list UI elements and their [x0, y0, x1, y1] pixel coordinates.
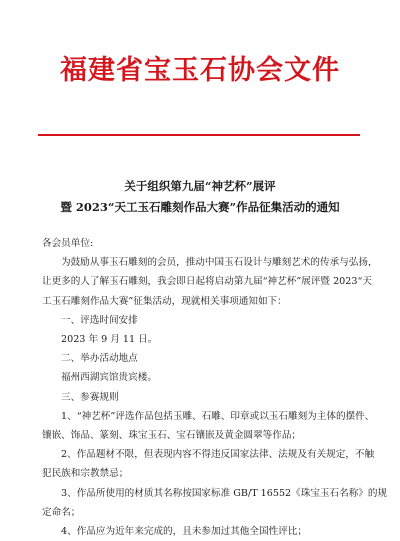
rule-line: 3、作品所使用的材质其名称按国家标准 GB/T 16552《珠宝玉石名称》的规	[61, 487, 388, 499]
body-line: 让更多的人了解玉石雕刻，我会即日起将启动第九届“神艺杯”展评暨 2023“天	[42, 276, 372, 288]
body-line: 2023 年 9 月 11 日。	[61, 334, 158, 346]
notice-body	[42, 234, 388, 541]
rule-line: 犯民族和宗教禁忌；	[42, 468, 129, 480]
rule-line: 镶嵌、饰品、篆刻、珠宝玉石、宝石镶嵌及黄金圆翠等作品；	[42, 430, 302, 442]
section-heading: 二、举办活动地点	[61, 353, 138, 365]
notice-title-line1: 关于组织第九届“神艺杯”展评	[124, 179, 276, 193]
rule-line: 4、作品应为近年来完成的，且未参加过其他全国性评比；	[61, 526, 307, 538]
body-line: 福州西湖宾馆贵宾楼。	[61, 372, 157, 384]
body-line: 工玉石雕刻作品大赛”征集活动，现就相关事项通知如下：	[42, 295, 287, 307]
rule-line: 1、“神艺杯”评选作品包括玉雕、石雕、印章或以玉石雕刻为主体的摆件、	[61, 410, 375, 422]
notice-title-line2: 暨 2023“天工玉石雕刻作品大赛”作品征集活动的通知	[60, 200, 340, 214]
salutation: 各会员单位:	[42, 238, 94, 249]
red-divider-line	[38, 134, 360, 136]
body-line: 为鼓励从事玉石雕刻的会员，推动中国玉石设计与雕刻艺术的传承与弘扬，	[61, 257, 378, 269]
section-heading: 一、评选时间安排	[61, 314, 138, 326]
rule-line: 定命名；	[42, 506, 81, 518]
org-header-title: 福建省宝玉石协会文件	[60, 55, 340, 86]
section-heading: 三、参赛规则	[61, 391, 119, 403]
notice-title	[0, 176, 400, 218]
rule-line: 2、作品题材不限，但表现内容不得违反国家法律、法规及有关规定，不触	[61, 449, 375, 461]
